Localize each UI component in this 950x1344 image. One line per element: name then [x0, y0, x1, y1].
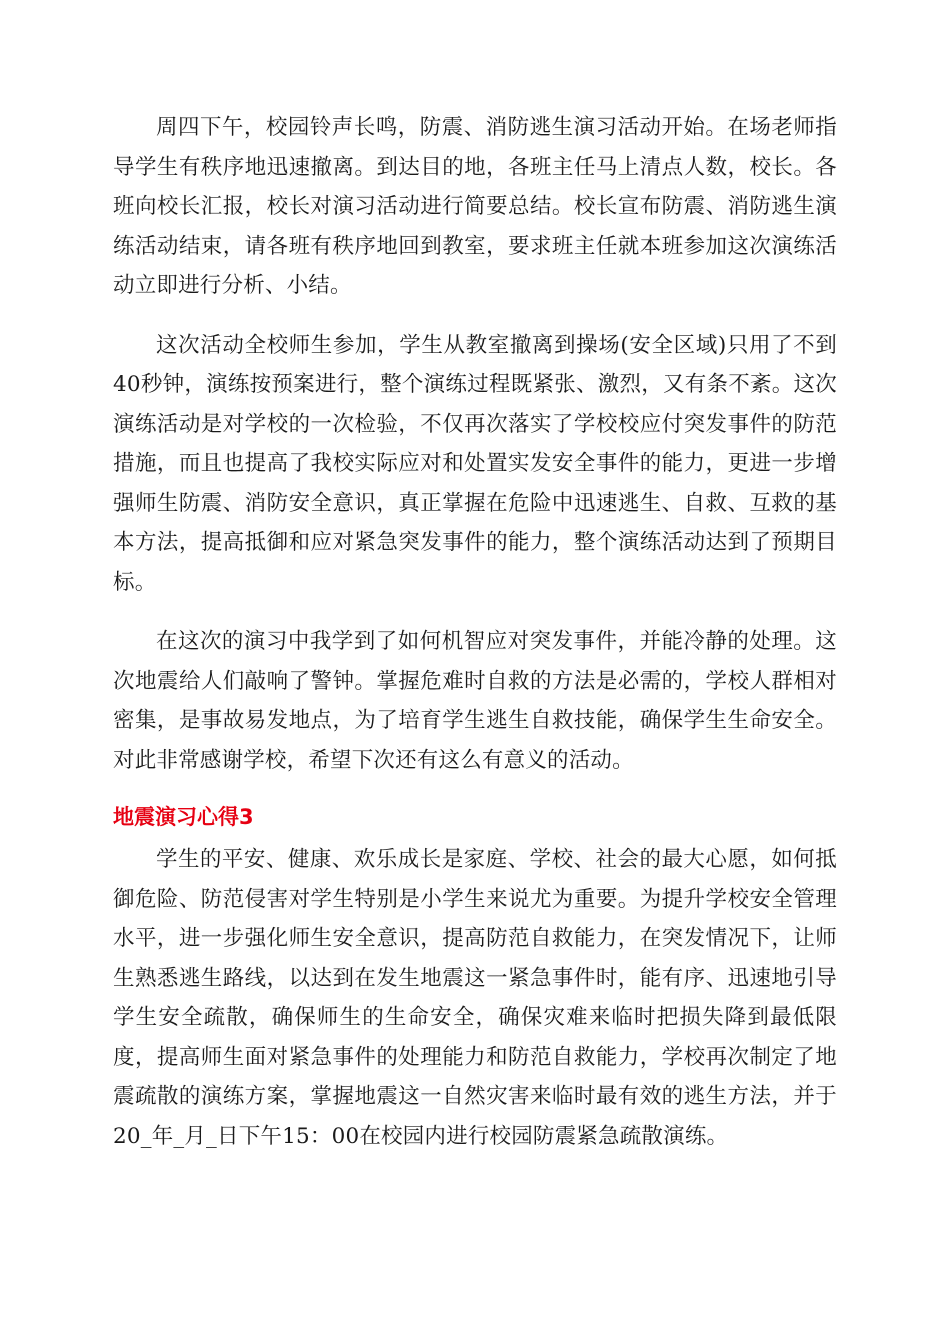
paragraph-reflection: 在这次的演习中我学到了如何机智应对突发事件，并能冷静的处理。这次地震给人们敲响了警钟。掌握危难时自救的方法是必需的，学校人群相对密集，是事故易发地点，为了培育学生逃生自救技能，确保学生生命安全。对此非常感谢学校，希望下次还有这么有意义的活动。	[113, 629, 837, 773]
document-body	[113, 108, 837, 1156]
paragraph-section-3: 学生的平安、健康、欢乐成长是家庭、学校、社会的最大心愿，如何抵御危险、防范侵害对学生特别是小学生来说尤为重要。为提升学校安全管理水平，进一步强化师生安全意识，提高防范自救能力，在突发情况下，让师生熟悉逃生路线，以达到在发生地震这一紧急事件时，能有序、迅速地引导学生安全疏散，确保师生的生命安全，确保灾难来临时把损失降到最低限度，提高师生面对紧急事件的处理能力和防范自救能力，学校再次制定了地震疏散的演练方案，掌握地震这一自然灾害来临时最有效的逃生方法，并于20_年_月_日下午15：00在校园内进行校园防震紧急疏散演练。	[113, 847, 837, 1149]
paragraph-drill-start: 周四下午，校园铃声长鸣，防震、消防逃生演习活动开始。在场老师指导学生有秩序地迅速撤离。到达目的地，各班主任马上清点人数，校长。各班向校长汇报，校长对演习活动进行简要总结。校长宣布防震、消防逃生演练活动结束，请各班有秩序地回到教室，要求班主任就本班参加这次演练活动立即进行分析、小结。	[113, 115, 837, 298]
section-heading: 地震演习心得3	[113, 805, 254, 829]
paragraph-drill-result: 这次活动全校师生参加，学生从教室撤离到操场(安全区域)只用了不到40秒钟，演练按预案进行，整个演练过程既紧张、激烈，又有条不紊。这次演练活动是对学校的一次检验，不仅再次落实了学校校应付突发事件的防范措施，而且也提高了我校实际应对和处置实发安全事件的能力，更进一步增强师生防震、消防安全意识，真正掌握在危险中迅速逃生、自救、互救的基本方法，提高抵御和应对紧急突发事件的能力，整个演练活动达到了预期目标。	[113, 332, 837, 595]
